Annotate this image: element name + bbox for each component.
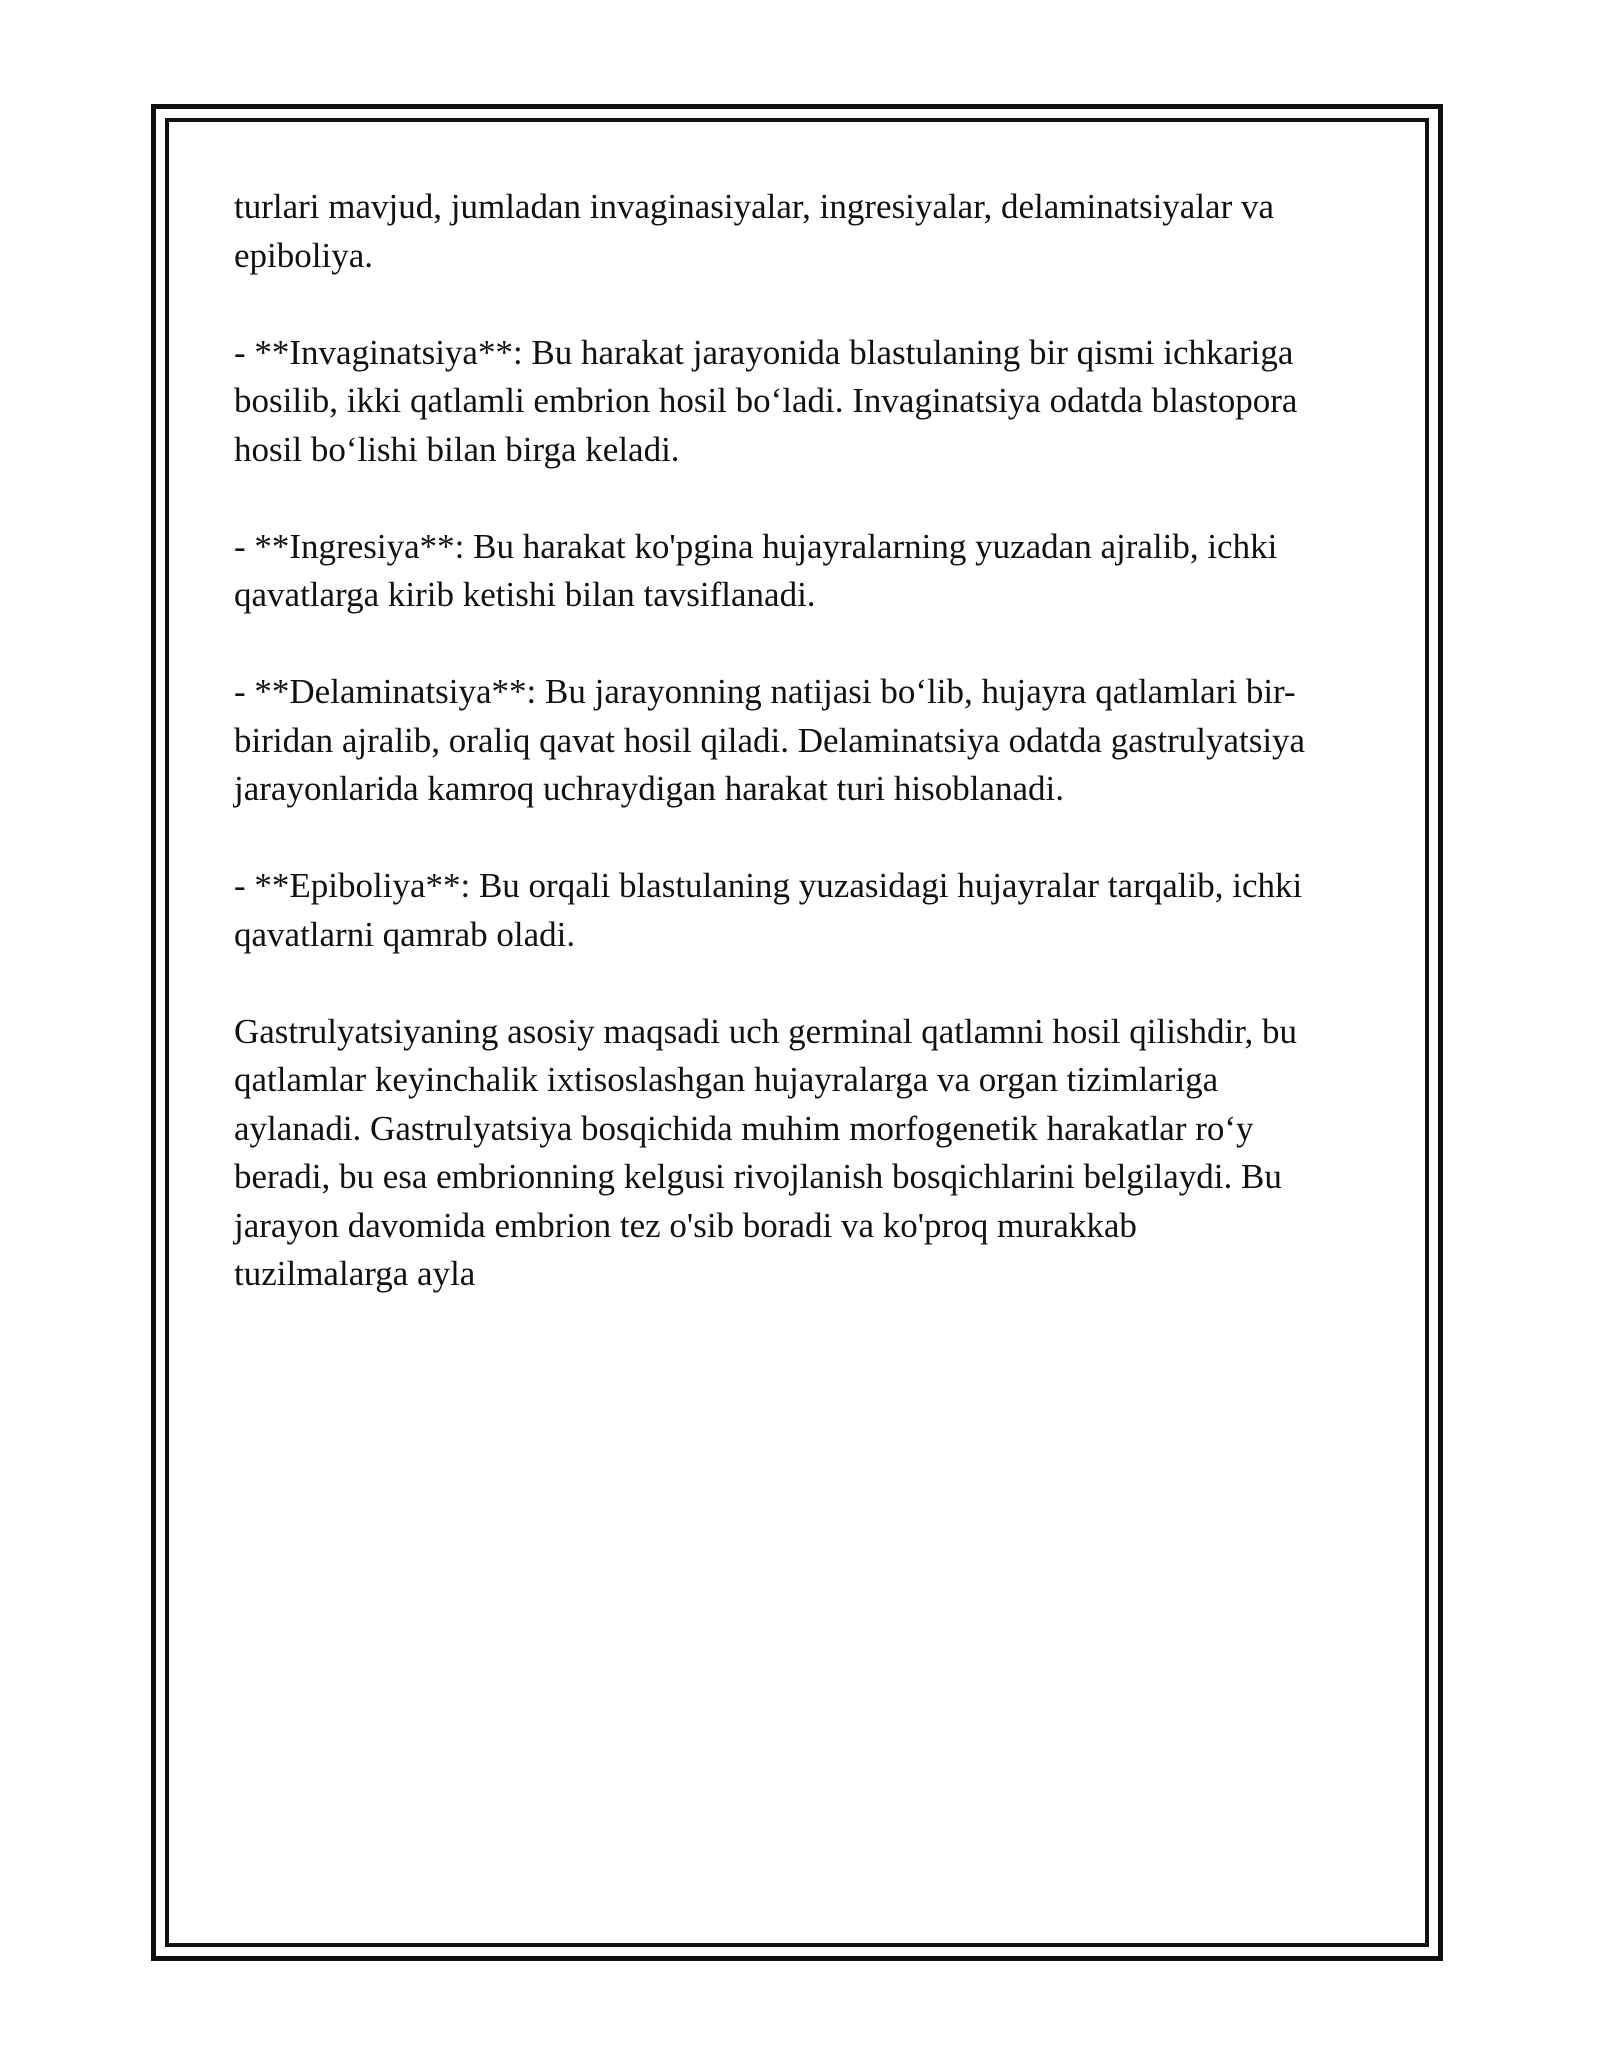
paragraph-ingresiya: - **Ingresiya**: Bu harakat ko'pgina hujayralarning yuzadan ajralib, ichki qavatlarga kirib ketishi bilan tavsiflanadi.: [234, 526, 1278, 614]
document-body: [234, 183, 1374, 1299]
paragraph-intro: turlari mavjud, jumladan invaginasiyalar, ingresiyalar, delaminatsiyalar va epiboliya.: [234, 187, 1275, 275]
paragraph-invaginatsiya: - **Invaginatsiya**: Bu harakat jarayonida blastulaning bir qismi ichkariga bosilib, ikki qatlamli embrion hosil bo‘ladi. Invaginatsiya odatda blastopora hosil bo‘lishi bilan birga keladi.: [234, 332, 1298, 469]
paragraph-epiboliya: - **Epiboliya**: Bu orqali blastulaning yuzasidagi hujayralar tarqalib, ichki qavatlarni qamrab oladi.: [234, 866, 1303, 954]
paragraph-gastrulyatsiya-summary: Gastrulyatsiyaning asosiy maqsadi uch germinal qatlamni hosil qilishdir, bu qatlamlar keyinchalik ixtisoslashgan hujayralarga va organ tizimlariga aylanadi. Gastrulyatsiya bosqichida muhim morfogenetik harakatlar ro‘y beradi, bu esa embrionning kelgusi rivojlanish bosqichlarini belgilaydi. Bu jarayon davomida embrion tez o'sib boradi va ko'proq murakkab tuzilmalarga ayla: [234, 1011, 1298, 1293]
paragraph-delaminatsiya: - **Delaminatsiya**: Bu jarayonning natijasi bo‘lib, hujayra qatlamlari bir- biridan ajralib, oraliq qavat hosil qiladi. Delaminatsiya odatda gastrulyatsiya jarayonlarida kamroq uchraydigan harakat turi hisoblanadi.: [234, 672, 1306, 808]
